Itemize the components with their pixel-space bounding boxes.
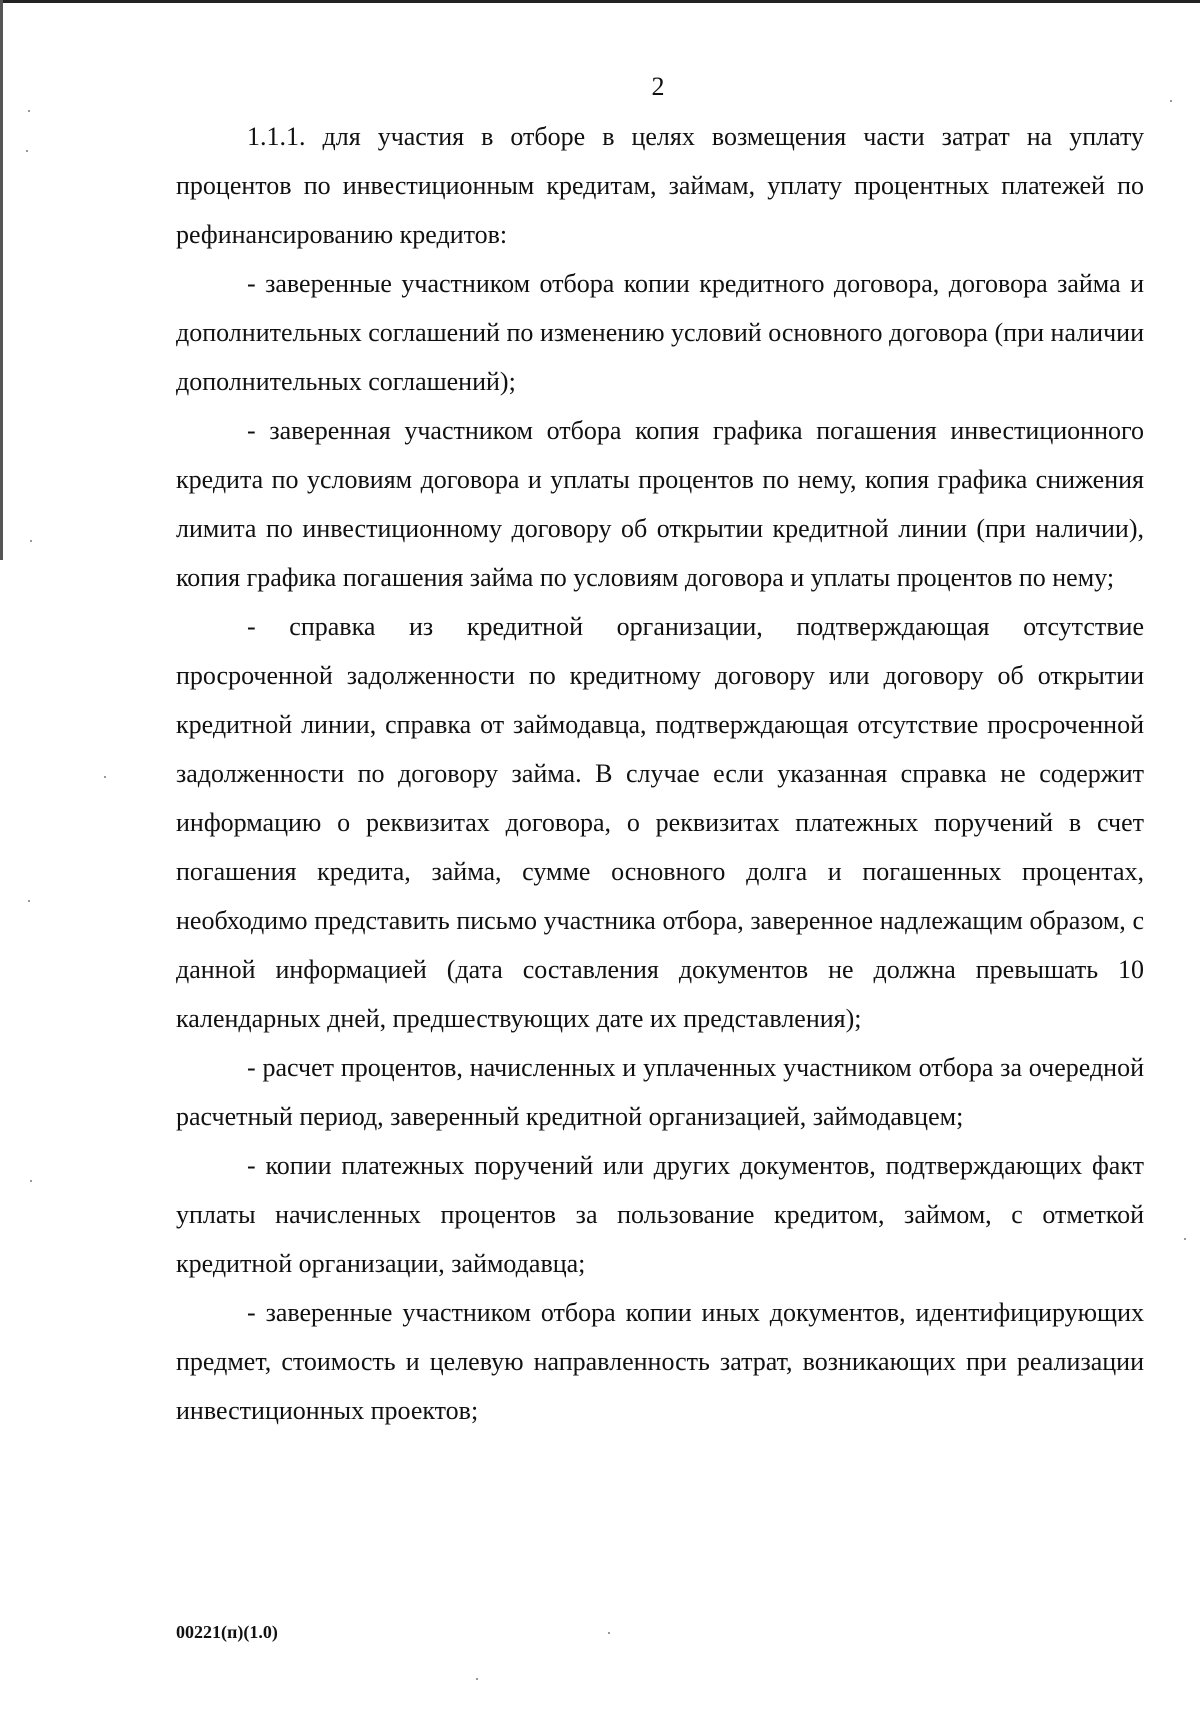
scan-speck [28, 110, 30, 112]
scan-top-border [0, 0, 1200, 3]
scan-speck [1184, 1238, 1186, 1240]
paragraph-payment-orders: - копии платежных поручений или других документов, подтверждающих факт уплаты начисленных процентов за пользование кредитом, займом, с отметкой кредитной организации, займодавца; [176, 1151, 1144, 1278]
paragraph-interest-calculation: - расчет процентов, начисленных и уплаченных участником отбора за очередной расчетный период, заверенный кредитной организацией, займодавцем; [176, 1053, 1144, 1131]
scan-speck [26, 150, 28, 152]
paragraph-bank-certificate: - справка из кредитной организации, подтверждающая отсутствие просроченной задолженности по кредитному договору или договору об открытии кредитной линии, справка от займодавца, подтверждающая отсутствие просроченной задолженности по договору займа. В случае если указанная справка не содержит информацию о реквизитах договора, о реквизитах платежных поручений в счет погашения кредита, займа, сумме основного долга и погашенных процентах, необходимо представить письмо участника отбора, заверенное надлежащим образом, с данной информацией (дата составления документов не должна превышать 10 календарных дней, предшествующих дате их представления); [176, 612, 1144, 1033]
scan-speck [608, 1632, 610, 1634]
scan-speck [30, 540, 32, 542]
scan-speck [30, 1180, 32, 1182]
paragraph-other-documents: - заверенные участником отбора копии иных документов, идентифицирующих предмет, стоимость и целевую направленность затрат, возникающих при реализации инвестиционных проектов; [176, 1298, 1144, 1425]
scan-speck [476, 1678, 478, 1680]
document-code: 00221(п)(1.0) [176, 1622, 278, 1642]
paragraph-credit-contract-copies: - заверенные участником отбора копии кредитного договора, договора займа и дополнительных соглашений по изменению условий основного договора (при наличии дополнительных соглашений); [176, 269, 1144, 396]
paragraph-repayment-schedule: - заверенная участником отбора копия графика погашения инвестиционного кредита по условиям договора и уплаты процентов по нему, копия графика снижения лимита по инвестиционному договору об открытии кредитной линии (при наличии), копия графика погашения займа по условиям договора и уплаты процентов по нему; [176, 416, 1144, 592]
page-number: 2 [651, 72, 665, 101]
scan-speck [1170, 100, 1172, 102]
scan-speck [28, 900, 30, 902]
scan-speck [104, 776, 106, 778]
document-body [176, 112, 1144, 1435]
paragraph-1-1-1: 1.1.1. для участия в отборе в целях возмещения части затрат на уплату процентов по инвестиционным кредитам, займам, уплату процентных платежей по рефинансированию кредитов: [176, 122, 1144, 249]
